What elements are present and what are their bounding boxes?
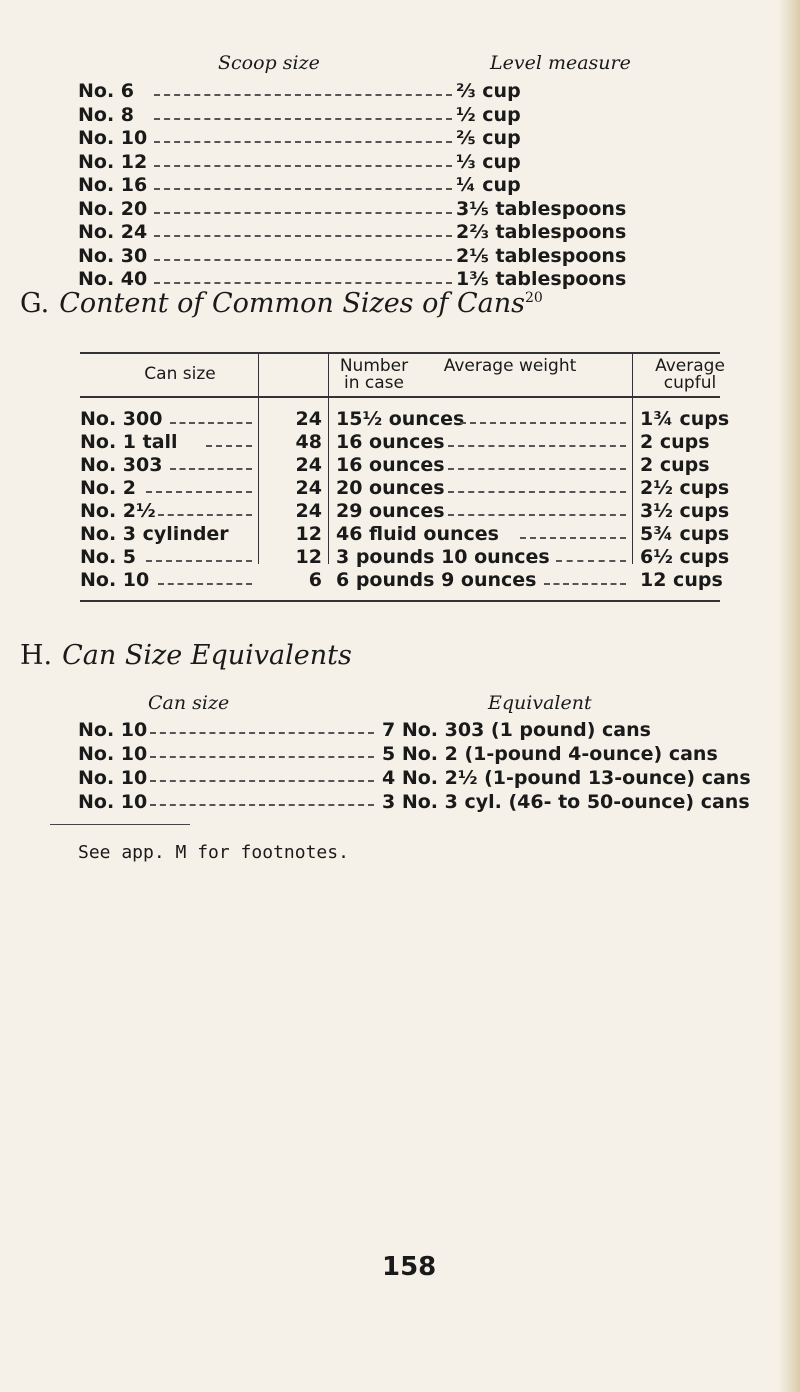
table-row bbox=[78, 742, 778, 766]
leader-dashes bbox=[158, 583, 252, 585]
level-measure: 2⅕ tablespoons bbox=[456, 244, 627, 267]
list-item bbox=[78, 151, 718, 175]
section-g-title bbox=[20, 288, 543, 319]
table-row bbox=[80, 454, 720, 477]
leader-dashes bbox=[150, 804, 374, 806]
leader-dashes bbox=[206, 445, 252, 447]
can-table-body bbox=[80, 398, 730, 592]
equivalent-cell: 4 No. 2½ (1-pound 13-ounce) cans bbox=[382, 767, 751, 789]
number-in-case-cell: 12 bbox=[295, 523, 322, 545]
table-row bbox=[80, 408, 730, 431]
column-divider bbox=[258, 352, 259, 564]
equiv-rows bbox=[78, 718, 778, 814]
number-in-case-cell: 24 bbox=[295, 500, 322, 522]
leader-dashes bbox=[150, 732, 374, 734]
number-in-case-cell: 48 bbox=[295, 431, 322, 453]
average-cupful-cell: 1¾ cups bbox=[640, 408, 730, 430]
leader-dashes bbox=[460, 422, 626, 424]
leader-dashes bbox=[520, 537, 626, 539]
number-in-case-cell: 6 bbox=[308, 569, 322, 591]
leader-dashes bbox=[154, 141, 452, 143]
equivalent-cell: 7 No. 303 (1 pound) cans bbox=[382, 719, 651, 741]
average-cupful-cell: 12 cups bbox=[640, 569, 723, 591]
average-weight-cell: 3 pounds 10 ounces bbox=[336, 546, 550, 568]
average-cupful-cell: 3½ cups bbox=[640, 500, 730, 522]
average-weight-cell: 16 ounces bbox=[336, 431, 445, 453]
scoop-number: No. 30 bbox=[78, 244, 148, 267]
number-header-line2: in case bbox=[344, 373, 404, 393]
can-sizes-table bbox=[80, 352, 730, 602]
list-item bbox=[78, 174, 718, 198]
leader-dashes bbox=[158, 514, 252, 516]
average-weight-cell: 20 ounces bbox=[336, 477, 445, 499]
cupful-header-line1: Average bbox=[655, 356, 725, 376]
average-cupful-cell: 6½ cups bbox=[640, 546, 730, 568]
average-weight-header: Average weight bbox=[443, 356, 577, 376]
leader-dashes bbox=[150, 780, 374, 782]
can-size-cell: No. 303 bbox=[80, 454, 163, 476]
scoop-number: No. 40 bbox=[78, 268, 148, 290]
leader-dashes bbox=[448, 468, 626, 470]
can-size-cell: No. 300 bbox=[80, 408, 163, 430]
average-cupful-cell: 2 cups bbox=[640, 454, 710, 476]
level-measure: ⅖ cup bbox=[456, 127, 521, 149]
level-measure: ⅔ cup bbox=[456, 80, 521, 102]
list-item bbox=[78, 245, 718, 269]
equivalent-column-header: Equivalent bbox=[488, 692, 592, 714]
level-measure: ½ cup bbox=[456, 103, 521, 126]
can-equivalents-table bbox=[78, 692, 778, 814]
scoop-rows bbox=[78, 80, 718, 292]
scoop-table-header bbox=[78, 52, 718, 80]
table-row bbox=[78, 766, 778, 790]
table-row bbox=[80, 523, 730, 546]
can-table-header bbox=[80, 354, 725, 394]
leader-dashes bbox=[150, 756, 374, 758]
section-h-title bbox=[20, 640, 352, 671]
number-in-case-cell: 24 bbox=[295, 408, 322, 430]
number-header-line1: Number bbox=[339, 356, 409, 376]
can-size-cell: No. 1 tall bbox=[80, 431, 178, 453]
number-in-case-cell: 12 bbox=[295, 546, 322, 568]
can-rows bbox=[80, 408, 730, 592]
can-size-header: Can size bbox=[144, 364, 216, 384]
leader-dashes bbox=[448, 445, 626, 447]
average-cupful-cell: 2 cups bbox=[640, 431, 710, 453]
scoop-number: No. 12 bbox=[78, 150, 148, 173]
section-g-heading: Content of Common Sizes of Cans bbox=[59, 288, 525, 319]
leader-dashes bbox=[154, 235, 452, 237]
scoop-number: No. 6 bbox=[78, 80, 135, 102]
leader-dashes bbox=[154, 188, 452, 190]
average-weight-cell: 29 ounces bbox=[336, 500, 445, 522]
level-measure: ¼ cup bbox=[456, 174, 521, 196]
leader-dashes bbox=[556, 560, 626, 562]
leader-dashes bbox=[146, 491, 252, 493]
leader-dashes bbox=[154, 118, 452, 120]
level-measure: 1⅗ tablespoons bbox=[456, 268, 627, 290]
level-measure: ⅓ cup bbox=[456, 150, 521, 173]
can-size-cell: No. 10 bbox=[78, 791, 148, 813]
column-divider bbox=[328, 352, 329, 564]
can-size-cell: No. 3 cylinder bbox=[80, 523, 229, 545]
can-size-cell: No. 2 bbox=[80, 477, 137, 499]
level-measure-column-header: Level measure bbox=[490, 52, 631, 74]
number-in-case-cell: 24 bbox=[295, 454, 322, 476]
leader-dashes bbox=[544, 583, 626, 585]
leader-dashes bbox=[154, 259, 452, 261]
average-weight-cell: 6 pounds 9 ounces bbox=[336, 569, 537, 591]
scoop-size-column-header: Scoop size bbox=[218, 52, 320, 74]
leader-dashes bbox=[170, 468, 252, 470]
scoop-number: No. 10 bbox=[78, 127, 148, 149]
can-size-column-header: Can size bbox=[148, 692, 230, 714]
leader-dashes bbox=[146, 560, 252, 562]
leader-dashes bbox=[154, 212, 452, 214]
can-size-cell: No. 2½ bbox=[80, 500, 156, 522]
equivalent-cell: 3 No. 3 cyl. (46- to 50-ounce) cans bbox=[382, 791, 750, 813]
table-row bbox=[78, 790, 778, 814]
section-h-heading: Can Size Equivalents bbox=[62, 640, 352, 671]
footnote-rule bbox=[50, 824, 190, 825]
table-row bbox=[80, 431, 720, 454]
section-g-footnote-ref: 20 bbox=[524, 290, 543, 306]
average-weight-cell: 46 fluid ounces bbox=[336, 523, 499, 545]
list-item bbox=[78, 104, 718, 128]
can-size-cell: No. 10 bbox=[80, 569, 150, 591]
list-item bbox=[78, 80, 718, 104]
equivalent-cell: 5 No. 2 (1-pound 4-ounce) cans bbox=[382, 743, 718, 765]
footnote-text: See app. M for footnotes. bbox=[78, 842, 349, 863]
table-row bbox=[80, 569, 723, 592]
average-cupful-header bbox=[640, 358, 740, 392]
level-measure: 2⅔ tablespoons bbox=[456, 221, 627, 243]
average-cupful-cell: 5¾ cups bbox=[640, 523, 730, 545]
average-weight-cell: 15½ ounces bbox=[336, 408, 465, 430]
can-size-cell: No. 10 bbox=[78, 767, 148, 789]
leader-dashes bbox=[154, 282, 452, 284]
level-measure: 3⅕ tablespoons bbox=[456, 197, 627, 220]
scoop-number: No. 20 bbox=[78, 197, 148, 220]
page-number: 158 bbox=[382, 1252, 437, 1282]
column-divider bbox=[632, 352, 633, 564]
table-bottom-rule bbox=[80, 600, 720, 602]
list-item bbox=[78, 221, 718, 245]
section-h-letter: H. bbox=[20, 640, 53, 671]
table-row bbox=[80, 500, 730, 523]
table-row bbox=[80, 477, 730, 500]
number-in-case-cell: 24 bbox=[295, 477, 322, 499]
average-weight-cell: 16 ounces bbox=[336, 454, 445, 476]
leader-dashes bbox=[448, 514, 626, 516]
average-cupful-cell: 2½ cups bbox=[640, 477, 730, 499]
can-size-cell: No. 10 bbox=[78, 719, 148, 741]
can-size-cell: No. 5 bbox=[80, 546, 137, 568]
leader-dashes bbox=[154, 165, 452, 167]
can-size-cell: No. 10 bbox=[78, 743, 148, 765]
leader-dashes bbox=[448, 491, 626, 493]
leader-dashes bbox=[154, 94, 452, 96]
scoop-number: No. 8 bbox=[78, 103, 135, 126]
table-row bbox=[80, 546, 730, 569]
list-item bbox=[78, 127, 718, 151]
equiv-table-header bbox=[78, 692, 778, 718]
scoop-number: No. 24 bbox=[78, 221, 148, 243]
section-g-letter: G. bbox=[20, 288, 50, 319]
page-edge bbox=[778, 0, 800, 1392]
table-row bbox=[78, 718, 778, 742]
scoop-size-table bbox=[78, 52, 718, 292]
leader-dashes bbox=[170, 422, 252, 424]
list-item bbox=[78, 198, 718, 222]
scoop-number: No. 16 bbox=[78, 174, 148, 196]
cupful-header-line2: cupful bbox=[663, 373, 717, 393]
